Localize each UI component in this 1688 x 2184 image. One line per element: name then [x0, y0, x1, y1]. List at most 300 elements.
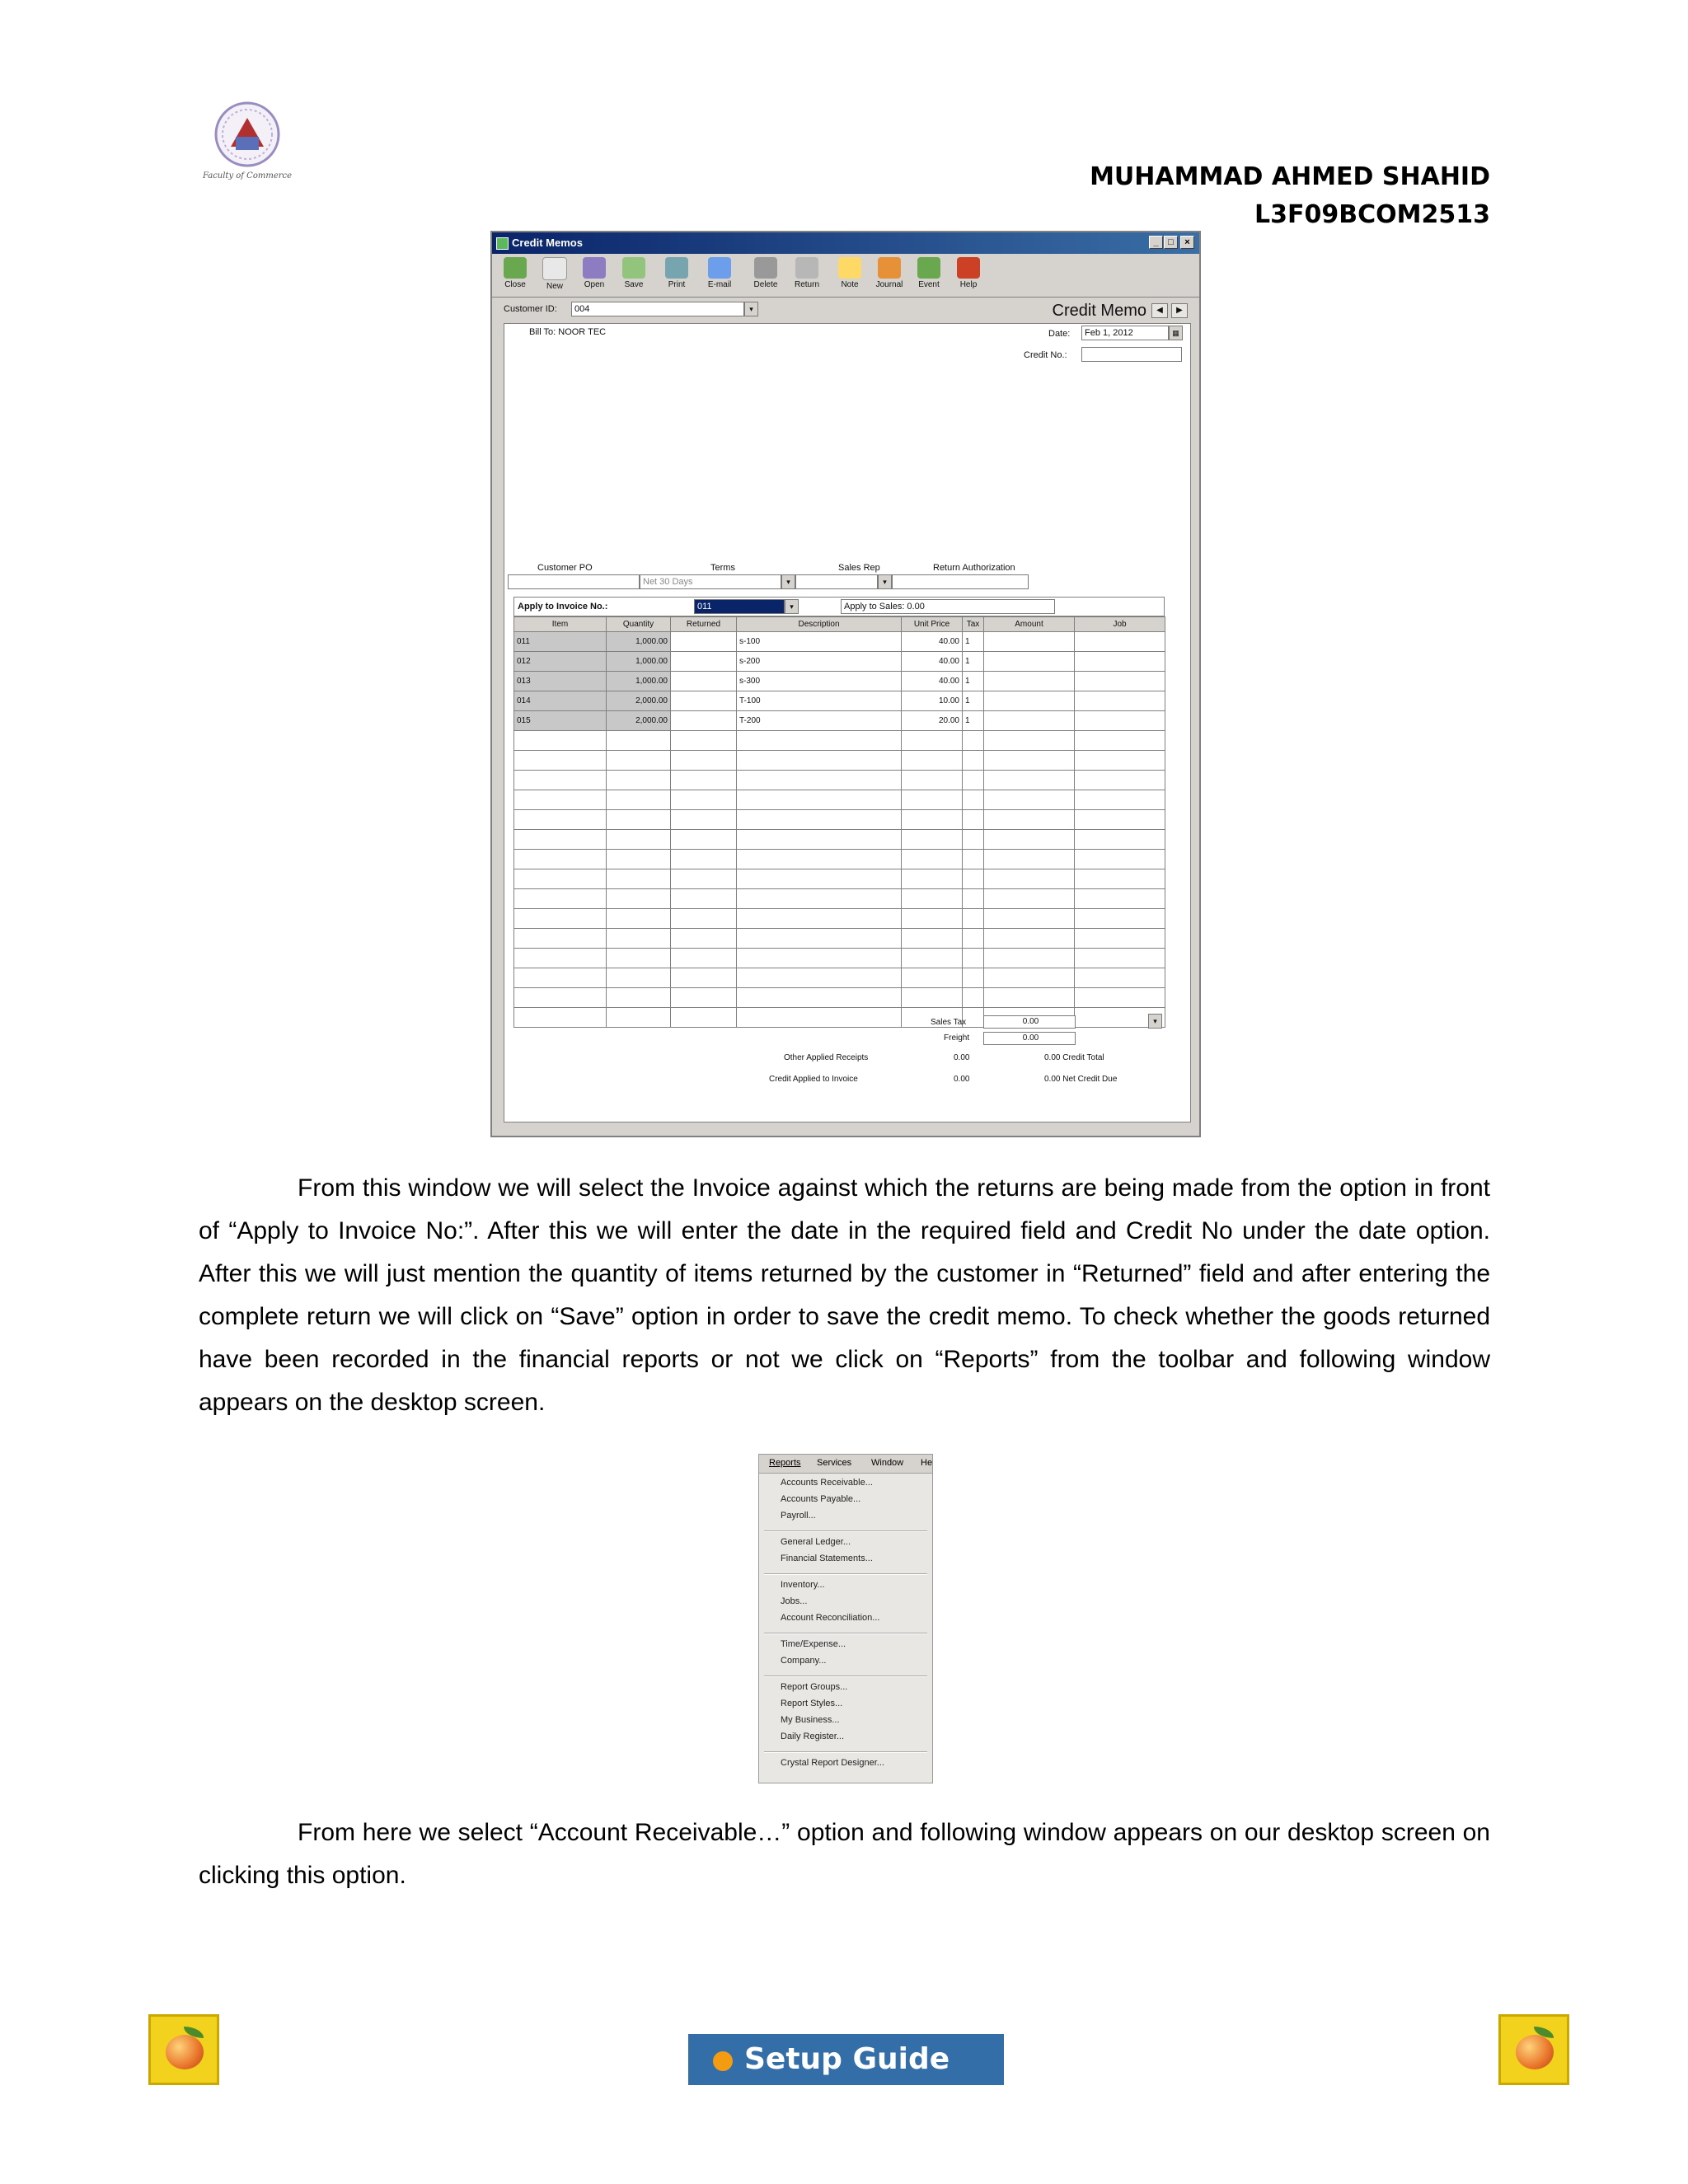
table-cell[interactable]: [737, 869, 902, 889]
toolbar-label: E-mail: [707, 280, 732, 289]
table-cell[interactable]: [671, 889, 737, 909]
note-icon: [838, 257, 861, 279]
other-applied-value: 0.00: [954, 1053, 970, 1062]
table-row: [514, 850, 1165, 869]
terms-field[interactable]: Net 30 Days: [640, 574, 781, 589]
table-cell[interactable]: [984, 652, 1075, 672]
table-row: [514, 672, 1165, 691]
paragraph-1-text: From this window we will select the Invoice against which the returns are being made from the option in front of “Apply to Invoice No:”. After this we will enter the date in the required field and Credit No under the date option. After this we will just mention the quantity of items returned by the customer in “Returned” field and after entering the complete return we will click on “Save” option in order to save the credit memo. To check whether the goods returned have been recorded in the financial reports or not we click on “Reports” from the toolbar and following window appears on the desktop screen.: [199, 1174, 1490, 1416]
open-folder-icon: [583, 257, 606, 279]
sales-tax-lookup-icon[interactable]: ▾: [1148, 1014, 1162, 1029]
table-cell[interactable]: [1075, 889, 1165, 909]
table-row: [514, 771, 1165, 790]
table-cell[interactable]: [671, 968, 737, 988]
table-cell[interactable]: [514, 929, 607, 949]
email-button[interactable]: [703, 257, 736, 293]
table-cell[interactable]: [984, 751, 1075, 771]
table-cell[interactable]: [737, 909, 902, 929]
toolbar-label: Print: [668, 280, 686, 289]
event-button[interactable]: [912, 257, 945, 293]
journal-button[interactable]: [873, 257, 906, 293]
table-cell[interactable]: [514, 850, 607, 869]
column-header: Quantity: [607, 617, 671, 632]
table-cell[interactable]: [984, 929, 1075, 949]
save-icon: [622, 257, 645, 279]
setup-guide-text: Setup Guide: [744, 2042, 950, 2076]
bullet-icon: [713, 2051, 733, 2071]
table-body: [514, 632, 1165, 1028]
table-cell[interactable]: [984, 711, 1075, 731]
apply-to-invoice-label: Apply to Invoice No.:: [518, 602, 608, 612]
menu-help[interactable]: He: [921, 1458, 933, 1468]
table-cell[interactable]: [963, 830, 984, 850]
table-cell[interactable]: 1: [963, 632, 984, 652]
journal-icon: [878, 257, 901, 279]
column-header: Tax: [963, 617, 984, 632]
freight-label: Freight: [944, 1033, 970, 1043]
menu-item[interactable]: Jobs...: [781, 1596, 808, 1606]
table-cell[interactable]: [737, 929, 902, 949]
date-label: Date:: [1048, 329, 1071, 339]
table-cell[interactable]: [671, 929, 737, 949]
table-cell[interactable]: [984, 810, 1075, 830]
credit-applied-value: 0.00: [954, 1075, 970, 1084]
lookup-icon[interactable]: ▾: [744, 302, 758, 316]
table-cell[interactable]: [737, 830, 902, 850]
menubar: [759, 1455, 932, 1474]
table-cell[interactable]: 1,000.00: [607, 672, 671, 691]
open-button[interactable]: [578, 257, 611, 293]
next-icon[interactable]: ▶: [1171, 303, 1188, 318]
table-cell[interactable]: [607, 771, 671, 790]
table-cell[interactable]: 011: [514, 632, 607, 652]
menu-separator: [764, 1633, 927, 1634]
table-cell[interactable]: [963, 929, 984, 949]
table-cell[interactable]: [671, 632, 737, 652]
table-cell[interactable]: [984, 672, 1075, 691]
table-cell[interactable]: [607, 830, 671, 850]
table-cell[interactable]: [671, 731, 737, 751]
table-cell[interactable]: [671, 909, 737, 929]
table-cell[interactable]: 1,000.00: [607, 632, 671, 652]
return-authorization-label: Return Authorization: [933, 563, 1015, 573]
return-authorization-field[interactable]: [892, 574, 1029, 589]
table-row: [514, 790, 1165, 810]
table-cell[interactable]: [984, 949, 1075, 968]
table-cell[interactable]: [1075, 968, 1165, 988]
table-cell[interactable]: [514, 830, 607, 850]
credit-no-label: Credit No.:: [1024, 350, 1067, 360]
new-doc-icon: [542, 257, 567, 280]
table-cell[interactable]: [671, 1008, 737, 1028]
table-row: [514, 968, 1165, 988]
peachtree-logo-right: [1498, 2014, 1569, 2085]
table-cell[interactable]: [963, 889, 984, 909]
table-cell[interactable]: [963, 988, 984, 1008]
table-cell[interactable]: [984, 889, 1075, 909]
table-row: [514, 909, 1165, 929]
table-cell[interactable]: [1075, 850, 1165, 869]
peach-icon: [166, 2035, 204, 2069]
table-cell[interactable]: [514, 869, 607, 889]
table-cell[interactable]: T-100: [737, 691, 902, 711]
table-cell[interactable]: [984, 790, 1075, 810]
table-cell[interactable]: [1075, 929, 1165, 949]
memo-title: Credit Memo: [1052, 302, 1146, 320]
author-id: L3F09BCOM2513: [1254, 200, 1490, 229]
credit-total: 0.00 Credit Total: [1044, 1053, 1104, 1062]
table-cell[interactable]: [737, 810, 902, 830]
table-cell[interactable]: [963, 949, 984, 968]
table-cell[interactable]: s-300: [737, 672, 902, 691]
table-cell[interactable]: [1075, 790, 1165, 810]
table-cell[interactable]: [671, 751, 737, 771]
table-cell[interactable]: [607, 929, 671, 949]
table-cell[interactable]: [607, 988, 671, 1008]
table-cell[interactable]: [902, 830, 963, 850]
toolbar-label: Save: [624, 280, 644, 289]
menu-separator: [764, 1573, 927, 1575]
table-cell[interactable]: [671, 691, 737, 711]
menu-item[interactable]: Accounts Payable...: [781, 1494, 861, 1504]
table-cell[interactable]: [963, 731, 984, 751]
sales-rep-lookup-icon[interactable]: ▾: [878, 574, 892, 589]
table-cell[interactable]: [514, 968, 607, 988]
table-cell[interactable]: 015: [514, 711, 607, 731]
menu-item[interactable]: Time/Expense...: [781, 1639, 846, 1649]
paragraph-1: [199, 1167, 1490, 1424]
menu-item[interactable]: Report Groups...: [781, 1682, 848, 1692]
table-cell[interactable]: [1075, 652, 1165, 672]
table-cell[interactable]: [902, 790, 963, 810]
table-cell[interactable]: [1075, 909, 1165, 929]
menu-item[interactable]: Account Reconciliation...: [781, 1613, 880, 1623]
apply-to-sales: Apply to Sales: 0.00: [841, 599, 1055, 614]
table-cell[interactable]: [514, 731, 607, 751]
table-cell[interactable]: [671, 790, 737, 810]
peach-icon: [1516, 2035, 1554, 2069]
toolbar-label: Note: [841, 280, 859, 289]
help-icon: [957, 257, 980, 279]
table-cell[interactable]: [607, 751, 671, 771]
table-cell[interactable]: 1: [963, 672, 984, 691]
table-cell[interactable]: [984, 850, 1075, 869]
menu-item[interactable]: Crystal Report Designer...: [781, 1758, 884, 1768]
credit-memo-window: [490, 231, 1201, 1137]
table-cell[interactable]: [671, 988, 737, 1008]
table-cell[interactable]: [671, 869, 737, 889]
logo-caption: Faculty of Commerce: [202, 171, 293, 180]
table-cell[interactable]: [671, 652, 737, 672]
paragraph-2-text: From here we select “Account Receivable…” option and following window appears on our desktop screen on clicking this option.: [199, 1819, 1490, 1889]
menu-item[interactable]: Report Styles...: [781, 1699, 843, 1708]
table-cell[interactable]: [902, 909, 963, 929]
toolbar: [492, 254, 1199, 298]
window-title: Credit Memos: [512, 237, 583, 249]
table-cell[interactable]: [984, 691, 1075, 711]
customer-id-field[interactable]: 004: [571, 302, 744, 316]
table-cell[interactable]: 1,000.00: [607, 652, 671, 672]
table-cell[interactable]: [607, 810, 671, 830]
table-cell[interactable]: 20.00: [902, 711, 963, 731]
table-cell[interactable]: [963, 790, 984, 810]
menu-item[interactable]: General Ledger...: [781, 1537, 851, 1547]
calendar-icon[interactable]: ▦: [1169, 326, 1183, 340]
close-button[interactable]: [499, 257, 532, 293]
new-button[interactable]: [538, 257, 571, 293]
table-cell[interactable]: [737, 850, 902, 869]
credit-no-field[interactable]: [1081, 347, 1182, 362]
sales-rep-label: Sales Rep: [838, 563, 880, 573]
return-button[interactable]: [790, 257, 823, 293]
table-cell[interactable]: [737, 1008, 902, 1028]
table-cell[interactable]: T-200: [737, 711, 902, 731]
reports-menu: [758, 1454, 933, 1783]
table-cell[interactable]: [984, 632, 1075, 652]
table-cell[interactable]: [607, 869, 671, 889]
save-button[interactable]: [617, 257, 650, 293]
table-cell[interactable]: [984, 869, 1075, 889]
table-cell[interactable]: [514, 771, 607, 790]
table-row: [514, 889, 1165, 909]
table-cell[interactable]: 40.00: [902, 672, 963, 691]
table-cell[interactable]: s-100: [737, 632, 902, 652]
table-cell[interactable]: [737, 751, 902, 771]
table-cell[interactable]: [607, 850, 671, 869]
column-header: Amount: [984, 617, 1075, 632]
table-cell[interactable]: [737, 790, 902, 810]
toolbar-label: Open: [584, 280, 605, 289]
print-button[interactable]: [660, 257, 693, 293]
note-button[interactable]: [833, 257, 866, 293]
table-cell[interactable]: [1075, 751, 1165, 771]
table-cell[interactable]: s-200: [737, 652, 902, 672]
table-cell[interactable]: [514, 949, 607, 968]
table-cell[interactable]: [671, 672, 737, 691]
table-cell[interactable]: [514, 751, 607, 771]
table-cell[interactable]: 1: [963, 652, 984, 672]
line-items-table: [513, 616, 1165, 1028]
table-header-row: [514, 617, 1165, 632]
sales-tax-field[interactable]: 0.00: [983, 1015, 1076, 1029]
table-cell[interactable]: [984, 731, 1075, 751]
paragraph-2: [199, 1811, 1490, 1897]
column-header: Job: [1075, 617, 1165, 632]
menu-item[interactable]: Payroll...: [781, 1511, 816, 1521]
toolbar-label: Return: [794, 280, 819, 289]
table-cell[interactable]: 012: [514, 652, 607, 672]
menu-separator: [764, 1675, 927, 1677]
table-cell[interactable]: 1: [963, 691, 984, 711]
column-header: Returned: [671, 617, 737, 632]
table-cell[interactable]: 40.00: [902, 652, 963, 672]
apply-to-invoice-bar: [513, 597, 1165, 616]
table-cell[interactable]: [671, 810, 737, 830]
table-cell[interactable]: [984, 771, 1075, 790]
table-cell[interactable]: [514, 988, 607, 1008]
table-cell[interactable]: [671, 771, 737, 790]
table-cell[interactable]: [1075, 771, 1165, 790]
table-cell[interactable]: [963, 968, 984, 988]
customer-po-field[interactable]: [508, 574, 640, 589]
table-cell[interactable]: [671, 830, 737, 850]
table-cell[interactable]: [1075, 711, 1165, 731]
table-cell[interactable]: 013: [514, 672, 607, 691]
toolbar-label: New: [546, 282, 563, 291]
table-cell[interactable]: [1075, 672, 1165, 691]
menu-item[interactable]: Inventory...: [781, 1580, 825, 1590]
email-icon: [708, 257, 731, 279]
table-cell[interactable]: [1075, 988, 1165, 1008]
menu-item[interactable]: Daily Register...: [781, 1732, 845, 1741]
terms-dropdown-icon[interactable]: ▾: [781, 574, 795, 589]
minimize-icon[interactable]: _: [1149, 236, 1163, 249]
table-row: [514, 810, 1165, 830]
table-cell[interactable]: [737, 988, 902, 1008]
menu-separator: [764, 1751, 927, 1753]
table-cell[interactable]: [1075, 810, 1165, 830]
table-cell[interactable]: [514, 810, 607, 830]
table-cell[interactable]: [671, 850, 737, 869]
bill-to: Bill To: NOOR TEC: [529, 327, 607, 337]
table-cell[interactable]: [902, 850, 963, 869]
table-cell[interactable]: [963, 909, 984, 929]
table-cell[interactable]: [1075, 949, 1165, 968]
menu-item[interactable]: Company...: [781, 1656, 827, 1666]
table-cell[interactable]: [514, 1008, 607, 1028]
table-row: [514, 711, 1165, 731]
table-cell[interactable]: [607, 1008, 671, 1028]
table-cell[interactable]: [1075, 869, 1165, 889]
table-cell[interactable]: [902, 929, 963, 949]
toolbar-label: Close: [504, 280, 526, 289]
table-cell[interactable]: [1075, 691, 1165, 711]
toolbar-label: Event: [918, 280, 940, 289]
table-cell[interactable]: 2,000.00: [607, 691, 671, 711]
table-row: [514, 869, 1165, 889]
table-row: [514, 731, 1165, 751]
table-cell[interactable]: [607, 889, 671, 909]
menu-item[interactable]: Financial Statements...: [781, 1554, 873, 1563]
table-cell[interactable]: 2,000.00: [607, 711, 671, 731]
table-cell[interactable]: [984, 830, 1075, 850]
help-button[interactable]: [952, 257, 985, 293]
customer-po-label: Customer PO: [537, 563, 593, 573]
date-field[interactable]: Feb 1, 2012: [1081, 326, 1169, 340]
table-row: [514, 652, 1165, 672]
event-icon: [917, 257, 940, 279]
table-cell[interactable]: [737, 731, 902, 751]
table-cell[interactable]: [1075, 830, 1165, 850]
maximize-icon[interactable]: □: [1164, 236, 1178, 249]
app-icon: [496, 237, 509, 250]
table-cell[interactable]: [963, 869, 984, 889]
table-cell[interactable]: [902, 968, 963, 988]
toolbar-label: Journal: [875, 280, 903, 289]
column-header: Unit Price: [902, 617, 963, 632]
table-cell[interactable]: [984, 968, 1075, 988]
table-cell[interactable]: [963, 850, 984, 869]
previous-icon[interactable]: ◀: [1151, 303, 1168, 318]
table-cell[interactable]: 40.00: [902, 632, 963, 652]
table-row: [514, 988, 1165, 1008]
table-cell[interactable]: [902, 810, 963, 830]
author-block: [1090, 158, 1490, 234]
table-cell[interactable]: 10.00: [902, 691, 963, 711]
return-icon: [795, 257, 818, 279]
table-cell[interactable]: [607, 731, 671, 751]
credit-applied-label: Credit Applied to Invoice: [769, 1075, 858, 1084]
table-cell[interactable]: [963, 751, 984, 771]
table-cell[interactable]: [902, 988, 963, 1008]
table-row: [514, 949, 1165, 968]
table-cell[interactable]: [902, 949, 963, 968]
peachtree-logo-left: [148, 2014, 219, 2085]
menu-item[interactable]: Accounts Receivable...: [781, 1478, 873, 1488]
sales-rep-field[interactable]: [795, 574, 878, 589]
table-cell[interactable]: [514, 889, 607, 909]
table-cell[interactable]: 1: [963, 711, 984, 731]
table-cell[interactable]: [963, 771, 984, 790]
invoice-dropdown-icon[interactable]: ▾: [785, 599, 799, 614]
table-cell[interactable]: [902, 771, 963, 790]
table-cell[interactable]: [607, 790, 671, 810]
university-logo: [190, 97, 305, 188]
print-icon: [665, 257, 688, 279]
table-cell[interactable]: [902, 889, 963, 909]
table-row: [514, 632, 1165, 652]
table-cell[interactable]: [737, 968, 902, 988]
table-cell[interactable]: [984, 909, 1075, 929]
table-cell[interactable]: [1075, 731, 1165, 751]
sales-tax-label: Sales Tax: [931, 1018, 967, 1027]
column-header: Item: [514, 617, 607, 632]
table-cell[interactable]: [963, 810, 984, 830]
table-cell[interactable]: [671, 711, 737, 731]
menu-services[interactable]: Services: [817, 1458, 852, 1468]
delete-button[interactable]: [749, 257, 782, 293]
table-cell[interactable]: [902, 751, 963, 771]
table-row: [514, 751, 1165, 771]
table-cell[interactable]: [607, 909, 671, 929]
menu-window[interactable]: Window: [871, 1458, 904, 1468]
table-cell[interactable]: [984, 988, 1075, 1008]
table-cell[interactable]: [671, 949, 737, 968]
delete-icon: [754, 257, 777, 279]
author-name: MUHAMMAD AHMED SHAHID: [1090, 162, 1490, 191]
table-cell[interactable]: [737, 949, 902, 968]
table-cell[interactable]: [902, 731, 963, 751]
menu-reports[interactable]: Reports: [769, 1458, 801, 1468]
table-cell[interactable]: [607, 968, 671, 988]
table-cell[interactable]: [902, 869, 963, 889]
setup-guide-banner: [688, 2034, 1004, 2085]
menu-item[interactable]: My Business...: [781, 1715, 840, 1725]
apply-to-invoice-select[interactable]: 011: [694, 599, 785, 614]
freight-field[interactable]: 0.00: [983, 1032, 1076, 1045]
table-row: [514, 830, 1165, 850]
close-door-icon: [504, 257, 527, 279]
table-cell[interactable]: 014: [514, 691, 607, 711]
table-cell[interactable]: [607, 949, 671, 968]
close-icon[interactable]: ×: [1180, 236, 1194, 249]
menu-separator: [764, 1530, 927, 1532]
table-cell[interactable]: [514, 909, 607, 929]
table-cell[interactable]: [737, 771, 902, 790]
table-cell[interactable]: [514, 790, 607, 810]
table-cell[interactable]: [1075, 632, 1165, 652]
table-cell[interactable]: [737, 889, 902, 909]
